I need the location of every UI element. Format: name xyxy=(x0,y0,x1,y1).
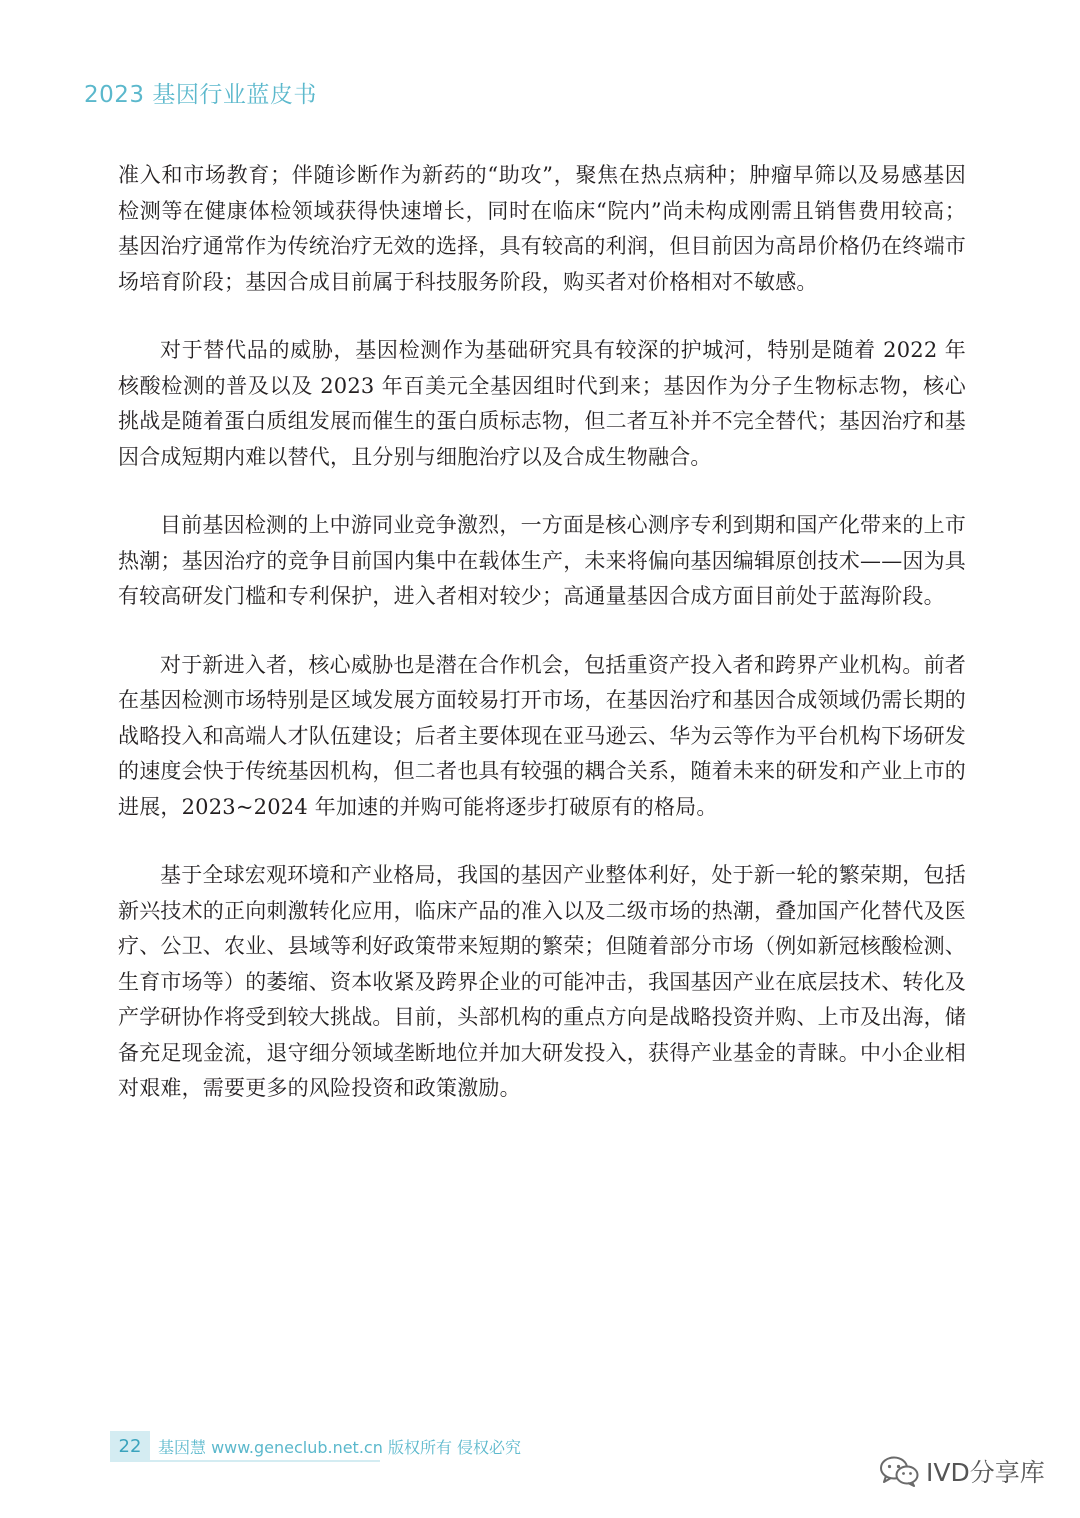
paragraph: 对于替代品的威胁，基因检测作为基础研究具有较深的护城河，特别是随着 2022 年核酸检测的普及以及 2023 年百美元全基因组时代到来；基因作为分子生物标志物，核心挑战是随着蛋白质组发展而催生的蛋白质标志物，但二者互补并不完全替代；基因治疗和基因合成短期内难以替代，且分别与细胞治疗以及合成生物融合。 xyxy=(118,338,966,469)
footer-copyright: 基因慧 www.geneclub.net.cn 版权所有 侵权必究 xyxy=(158,1437,522,1457)
footer-divider xyxy=(110,1460,380,1462)
watermark-text: IVD分享库 xyxy=(926,1458,1045,1487)
page-number: 22 xyxy=(110,1431,150,1461)
paragraph: 目前基因检测的上中游同业竞争激烈，一方面是核心测序专利到期和国产化带来的上市热潮；基因治疗的竞争目前国内集中在载体生产，未来将偏向基因编辑原创技术——因为具有较高研发门槛和专利保护，进入者相对较少；高通量基因合成方面目前处于蓝海阶段。 xyxy=(118,513,966,608)
page-footer xyxy=(110,1430,521,1462)
paragraph: 基于全球宏观环境和产业格局，我国的基因产业整体利好，处于新一轮的繁荣期，包括新兴技术的正向刺激转化应用，临床产品的准入以及二级市场的热潮，叠加国产化替代及医疗、公卫、农业、县域等利好政策带来短期的繁荣；但随着部分市场（例如新冠核酸检测、生育市场等）的萎缩、资本收紧及跨界企业的可能冲击，我国基因产业在底层技术、转化及产学研协作将受到较大挑战。目前，头部机构的重点方向是战略投资并购、上市及出海，储备充足现金流，退守细分领域垄断地位并加大研发投入，获得产业基金的青睐。中小企业相对艰难，需要更多的风险投资和政策激励。 xyxy=(118,863,966,1100)
wechat-icon xyxy=(878,1455,920,1487)
header-title: 2023 基因行业蓝皮书 xyxy=(84,82,317,108)
paragraph: 准入和市场教育；伴随诊断作为新药的“助攻”，聚焦在热点病种；肿瘤早筛以及易感基因检测等在健康体检领域获得快速增长，同时在临床“院内”尚未构成刚需且销售费用较高；基因治疗通常作为传统治疗无效的选择，具有较高的利润，但目前因为高昂价格仍在终端市场培育阶段；基因合成目前属于科技服务阶段，购买者对价格相对不敏感。 xyxy=(118,163,966,294)
paragraph: 对于新进入者，核心威胁也是潜在合作机会，包括重资产投入者和跨界产业机构。前者在基因检测市场特别是区域发展方面较易打开市场，在基因治疗和基因合成领域仍需长期的战略投入和高端人才队伍建设；后者主要体现在亚马逊云、华为云等作为平台机构下场研发的速度会快于传统基因机构，但二者也具有较强的耦合关系，随着未来的研发和产业上市的进展，2023~2024 年加速的并购可能将逐步打破原有的格局。 xyxy=(118,652,966,819)
body-text xyxy=(118,158,966,1107)
watermark xyxy=(878,1453,1045,1489)
page-header xyxy=(84,80,1004,110)
